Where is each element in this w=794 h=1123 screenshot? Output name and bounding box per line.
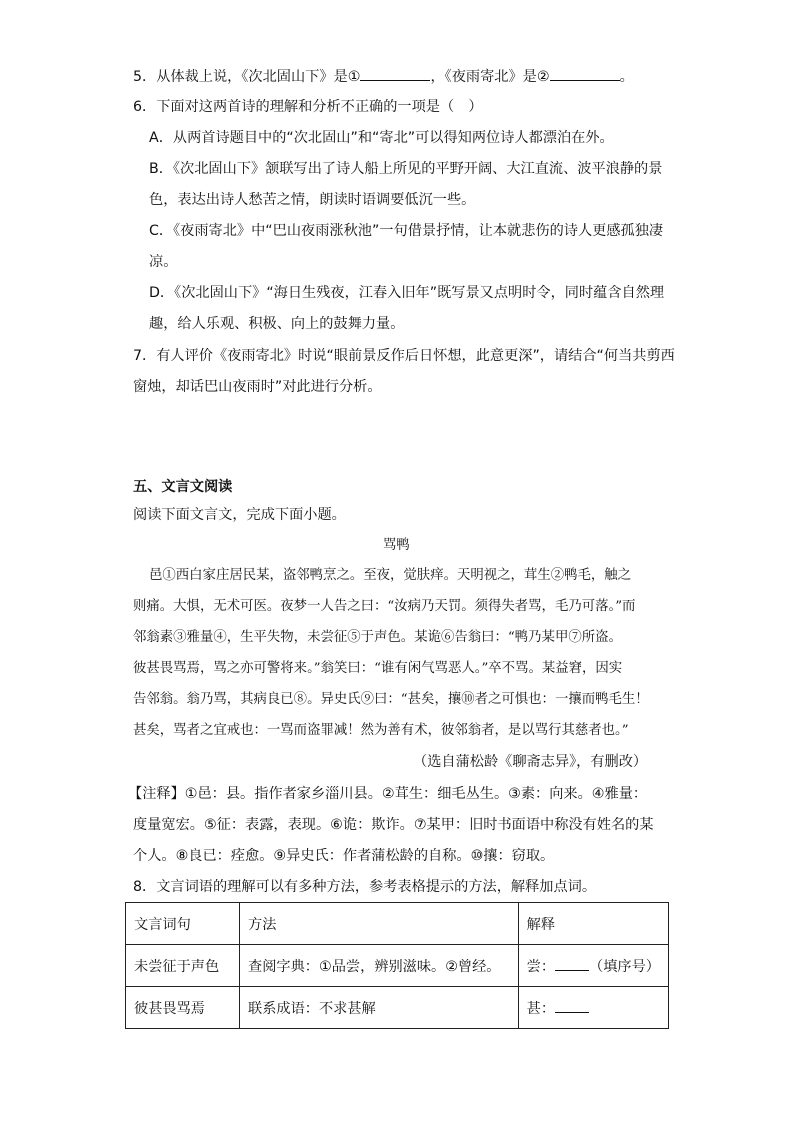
section-instruction: 阅读下面文言文，完成下面小题。: [133, 507, 346, 523]
question-6-option-b-cont: 色，表达出诗人愁苦之情，朗读时语调要低沉一些。: [149, 192, 476, 208]
passage-title: 骂鸭: [383, 538, 410, 553]
passage-line-2: 则痛。大惧，无术可医。夜梦一人告之曰：“汝病乃天罚。须得失者骂，毛乃可落。”而: [133, 599, 636, 614]
table-row: [126, 945, 669, 987]
notes-line-2: 度量宽宏。⑤征：表露，表现。⑥诡：欺诈。⑦某甲：旧时书面语中称没有姓名的某: [133, 817, 654, 833]
table-row: [126, 987, 669, 1029]
passage-line-5: 告邻翁。翁乃骂，其病良已⑧。异史氏⑨曰：“甚矣，攘⑩者之可惧也：一攘而鸭毛生！: [133, 692, 649, 707]
question-6-option-c: C．《夜雨寄北》中“巴山夜雨涨秋池”一句借景抒情，让本就悲伤的诗人更感孤独凄: [149, 223, 664, 239]
section-heading: 五、文言文阅读: [133, 479, 233, 495]
question-6-option-d-cont: 趣，给人乐观、积极、向上的鼓舞力量。: [149, 316, 405, 332]
answer-blank-2[interactable]: [550, 66, 620, 81]
answer-label: 尝：: [526, 958, 556, 975]
passage-line-6: 甚矣，骂者之宜戒也：一骂而盗罪减！然为善有术，彼邻翁者，是以骂行其慈者也。”: [133, 723, 629, 738]
answer-blank-4[interactable]: [555, 998, 589, 1013]
answer-blank-1[interactable]: [360, 66, 430, 81]
table-cell: 联系成语：不求甚解: [240, 987, 519, 1029]
question-7-line-1: 7．有人评价《夜雨寄北》时说“眼前景反作后日怀想，此意更深”，请结合“何当共剪西: [133, 348, 675, 364]
table-header-cell: 文言词句: [126, 903, 240, 945]
table-header-cell: 解释: [518, 903, 668, 945]
table-header-row: [126, 903, 669, 945]
answer-hint: （填序号）: [589, 958, 660, 975]
passage-line-3: 邻翁素③雅量④，生平失物，未尝征⑤于声色。某诡⑥告翁曰：“鸭乃某甲⑦所盗。: [133, 630, 622, 645]
passage-line-1: 邑①西白家庄居民某，盗邻鸭烹之。至夜，觉肤痒。天明视之，茸生②鸭毛，触之: [149, 568, 632, 583]
question-6-stem: 6．下面对这两首诗的理解和分析不正确的一项是（ ）: [133, 99, 483, 115]
answer-blank-3[interactable]: [555, 956, 589, 971]
question-6-option-d: D．《次北固山下》“海日生残夜，江春入旧年”既写景又点明时令，同时蕴含自然理: [149, 285, 665, 301]
question-5: [133, 66, 634, 87]
question-7-line-2: 窗烛，却话巴山夜雨时”对此进行分析。: [133, 379, 382, 395]
table-cell: 未尝征于声色: [126, 945, 240, 987]
table-cell: 彼甚畏骂焉: [126, 987, 240, 1029]
table-cell: 查阅字典：①品尝，辨别滋味。②曾经。: [240, 945, 519, 987]
question-6-option-c-cont: 凉。: [149, 254, 178, 270]
passage-line-4: 彼甚畏骂焉，骂之亦可警将来。”翁笑曰：“谁有闲气骂恶人。”卒不骂。某益窘，因实: [133, 661, 623, 676]
question-5-text-a: 5．从体裁上说，《次北固山下》是①: [133, 69, 361, 85]
table-cell-answer: [518, 945, 668, 987]
passage-source: （选自蒲松龄《聊斋志异》，有删改）: [413, 754, 648, 770]
notes-line-1: 【注释】①邑：县。指作者家乡淄川县。②茸生：细毛丛生。③素：向来。④雅量：: [128, 786, 648, 802]
question-5-text-c: 。: [619, 69, 634, 85]
question-5-text-b: ，《夜雨寄北》是②: [430, 69, 550, 85]
notes-line-3: 个人。⑧良已：痊愈。⑨异史氏：作者蒲松龄的自称。⑩攘：窃取。: [133, 848, 555, 864]
vocab-table: [125, 902, 669, 1029]
question-6-option-a: A．从两首诗题目中的“次北固山”和“寄北”可以得知两位诗人都漂泊在外。: [149, 130, 614, 146]
table-header-cell: 方法: [240, 903, 519, 945]
question-8-stem: 8．文言词语的理解可以有多种方法，参考表格提示的方法，解释加点词。: [133, 879, 597, 895]
answer-label: 甚：: [526, 1000, 556, 1017]
question-6-option-b: B．《次北固山下》颔联写出了诗人船上所见的平野开阔、大江直流、波平浪静的景: [149, 161, 663, 177]
table-cell-answer: [518, 987, 668, 1029]
